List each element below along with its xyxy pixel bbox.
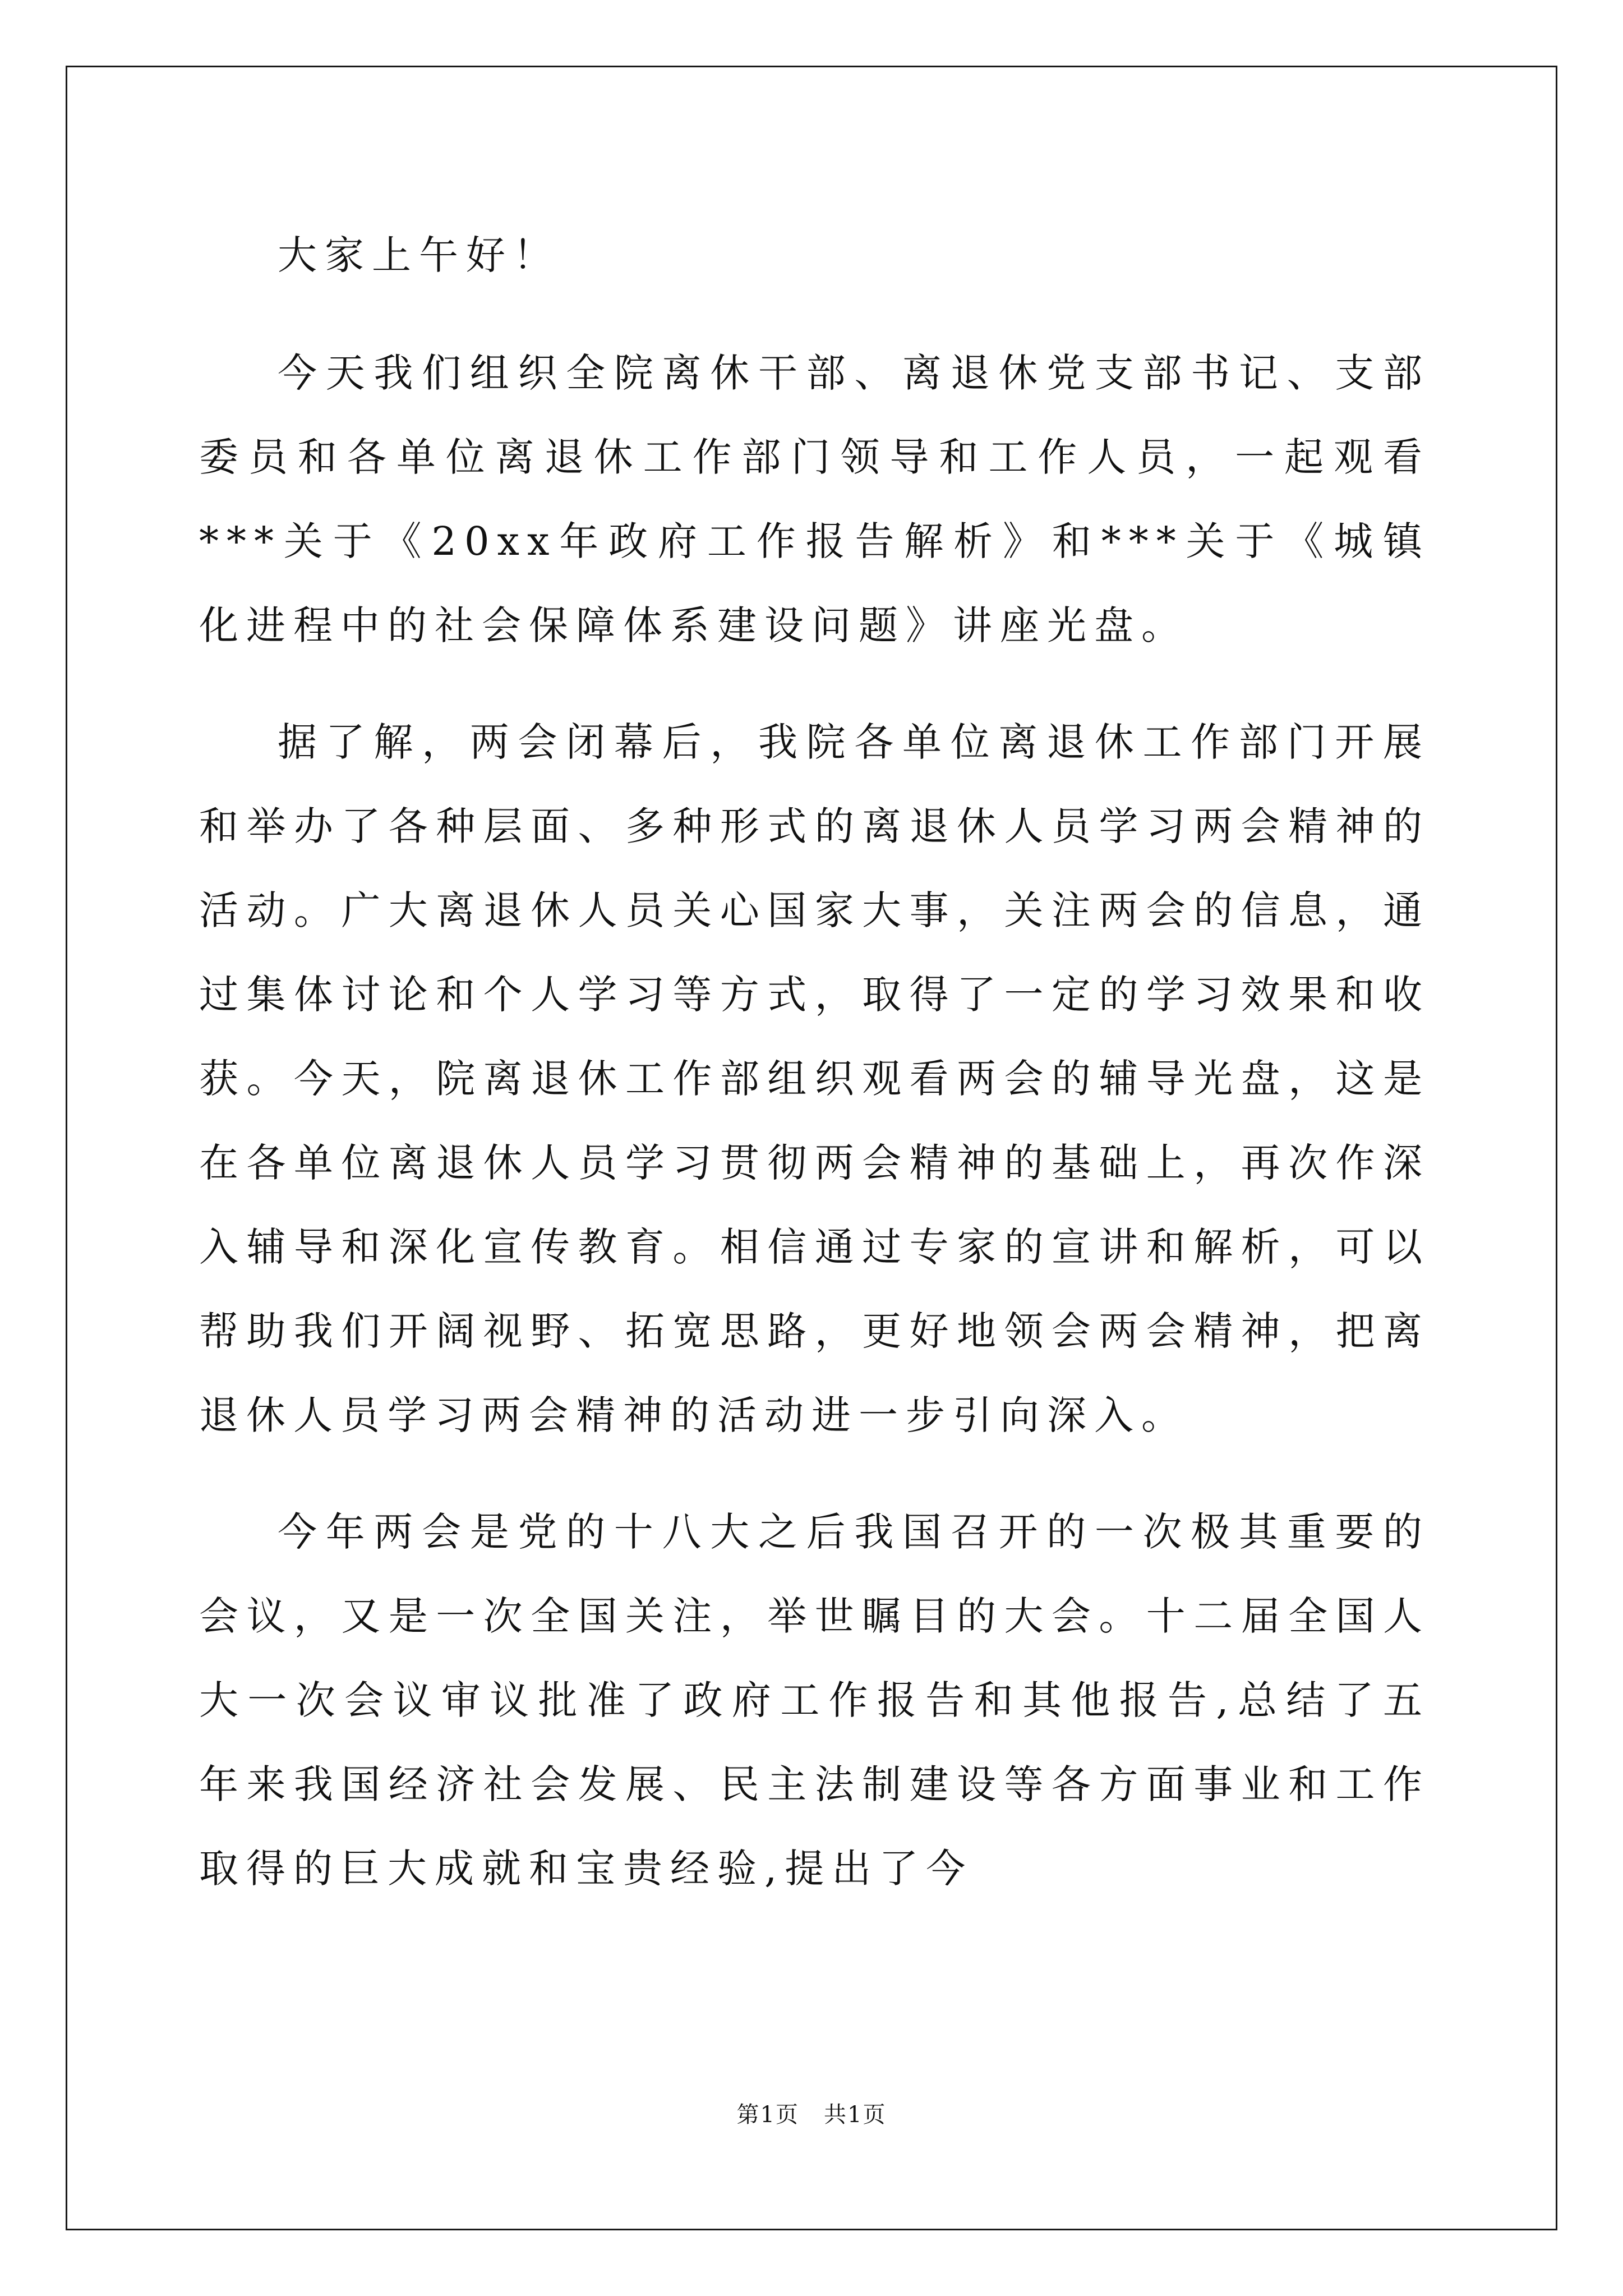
paragraph-3: 今年两会是党的十八大之后我国召开的一次极其重要的会议，又是一次全国关注，举世瞩目的大会。十二届全国人大一次会议审议批准了政府工作报告和其他报告,总结了五年来我国经济社会发展、民主法制建设等各方面事业和工作取得的巨大成就和宝贵经验,提出了今: [199, 1509, 1430, 1892]
greeting: 大家上午好！: [278, 232, 560, 278]
page-footer: [0, 2097, 1623, 2129]
document-body: [199, 213, 1430, 1911]
page-total: 共1页: [824, 2102, 887, 2128]
page-number: 第1页: [736, 2102, 799, 2128]
paragraph-2: 据了解，两会闭幕后，我院各单位离退休工作部门开展和举办了各种层面、多种形式的离退休人员学习两会精神的活动。广大离退休人员关心国家大事，关注两会的信息，通过集体讨论和个人学习等方式，取得了一定的学习效果和收获。今天，院离退休工作部组织观看两会的辅导光盘，这是在各单位离退休人员学习贯彻两会精神的基础上，再次作深入辅导和深化宣传教育。相信通过专家的宣讲和解析，可以帮助我们开阔视野、拓宽思路，更好地领会两会精神，把离退休人员学习两会精神的活动进一步引向深入。: [199, 719, 1430, 1438]
paragraph-1: 今天我们组织全院离休干部、离退休党支部书记、支部委员和各单位离退休工作部门领导和工作人员，一起观看***关于《20xx年政府工作报告解析》和***关于《城镇化进程中的社会保障体系建设问题》讲座光盘。: [199, 350, 1430, 648]
